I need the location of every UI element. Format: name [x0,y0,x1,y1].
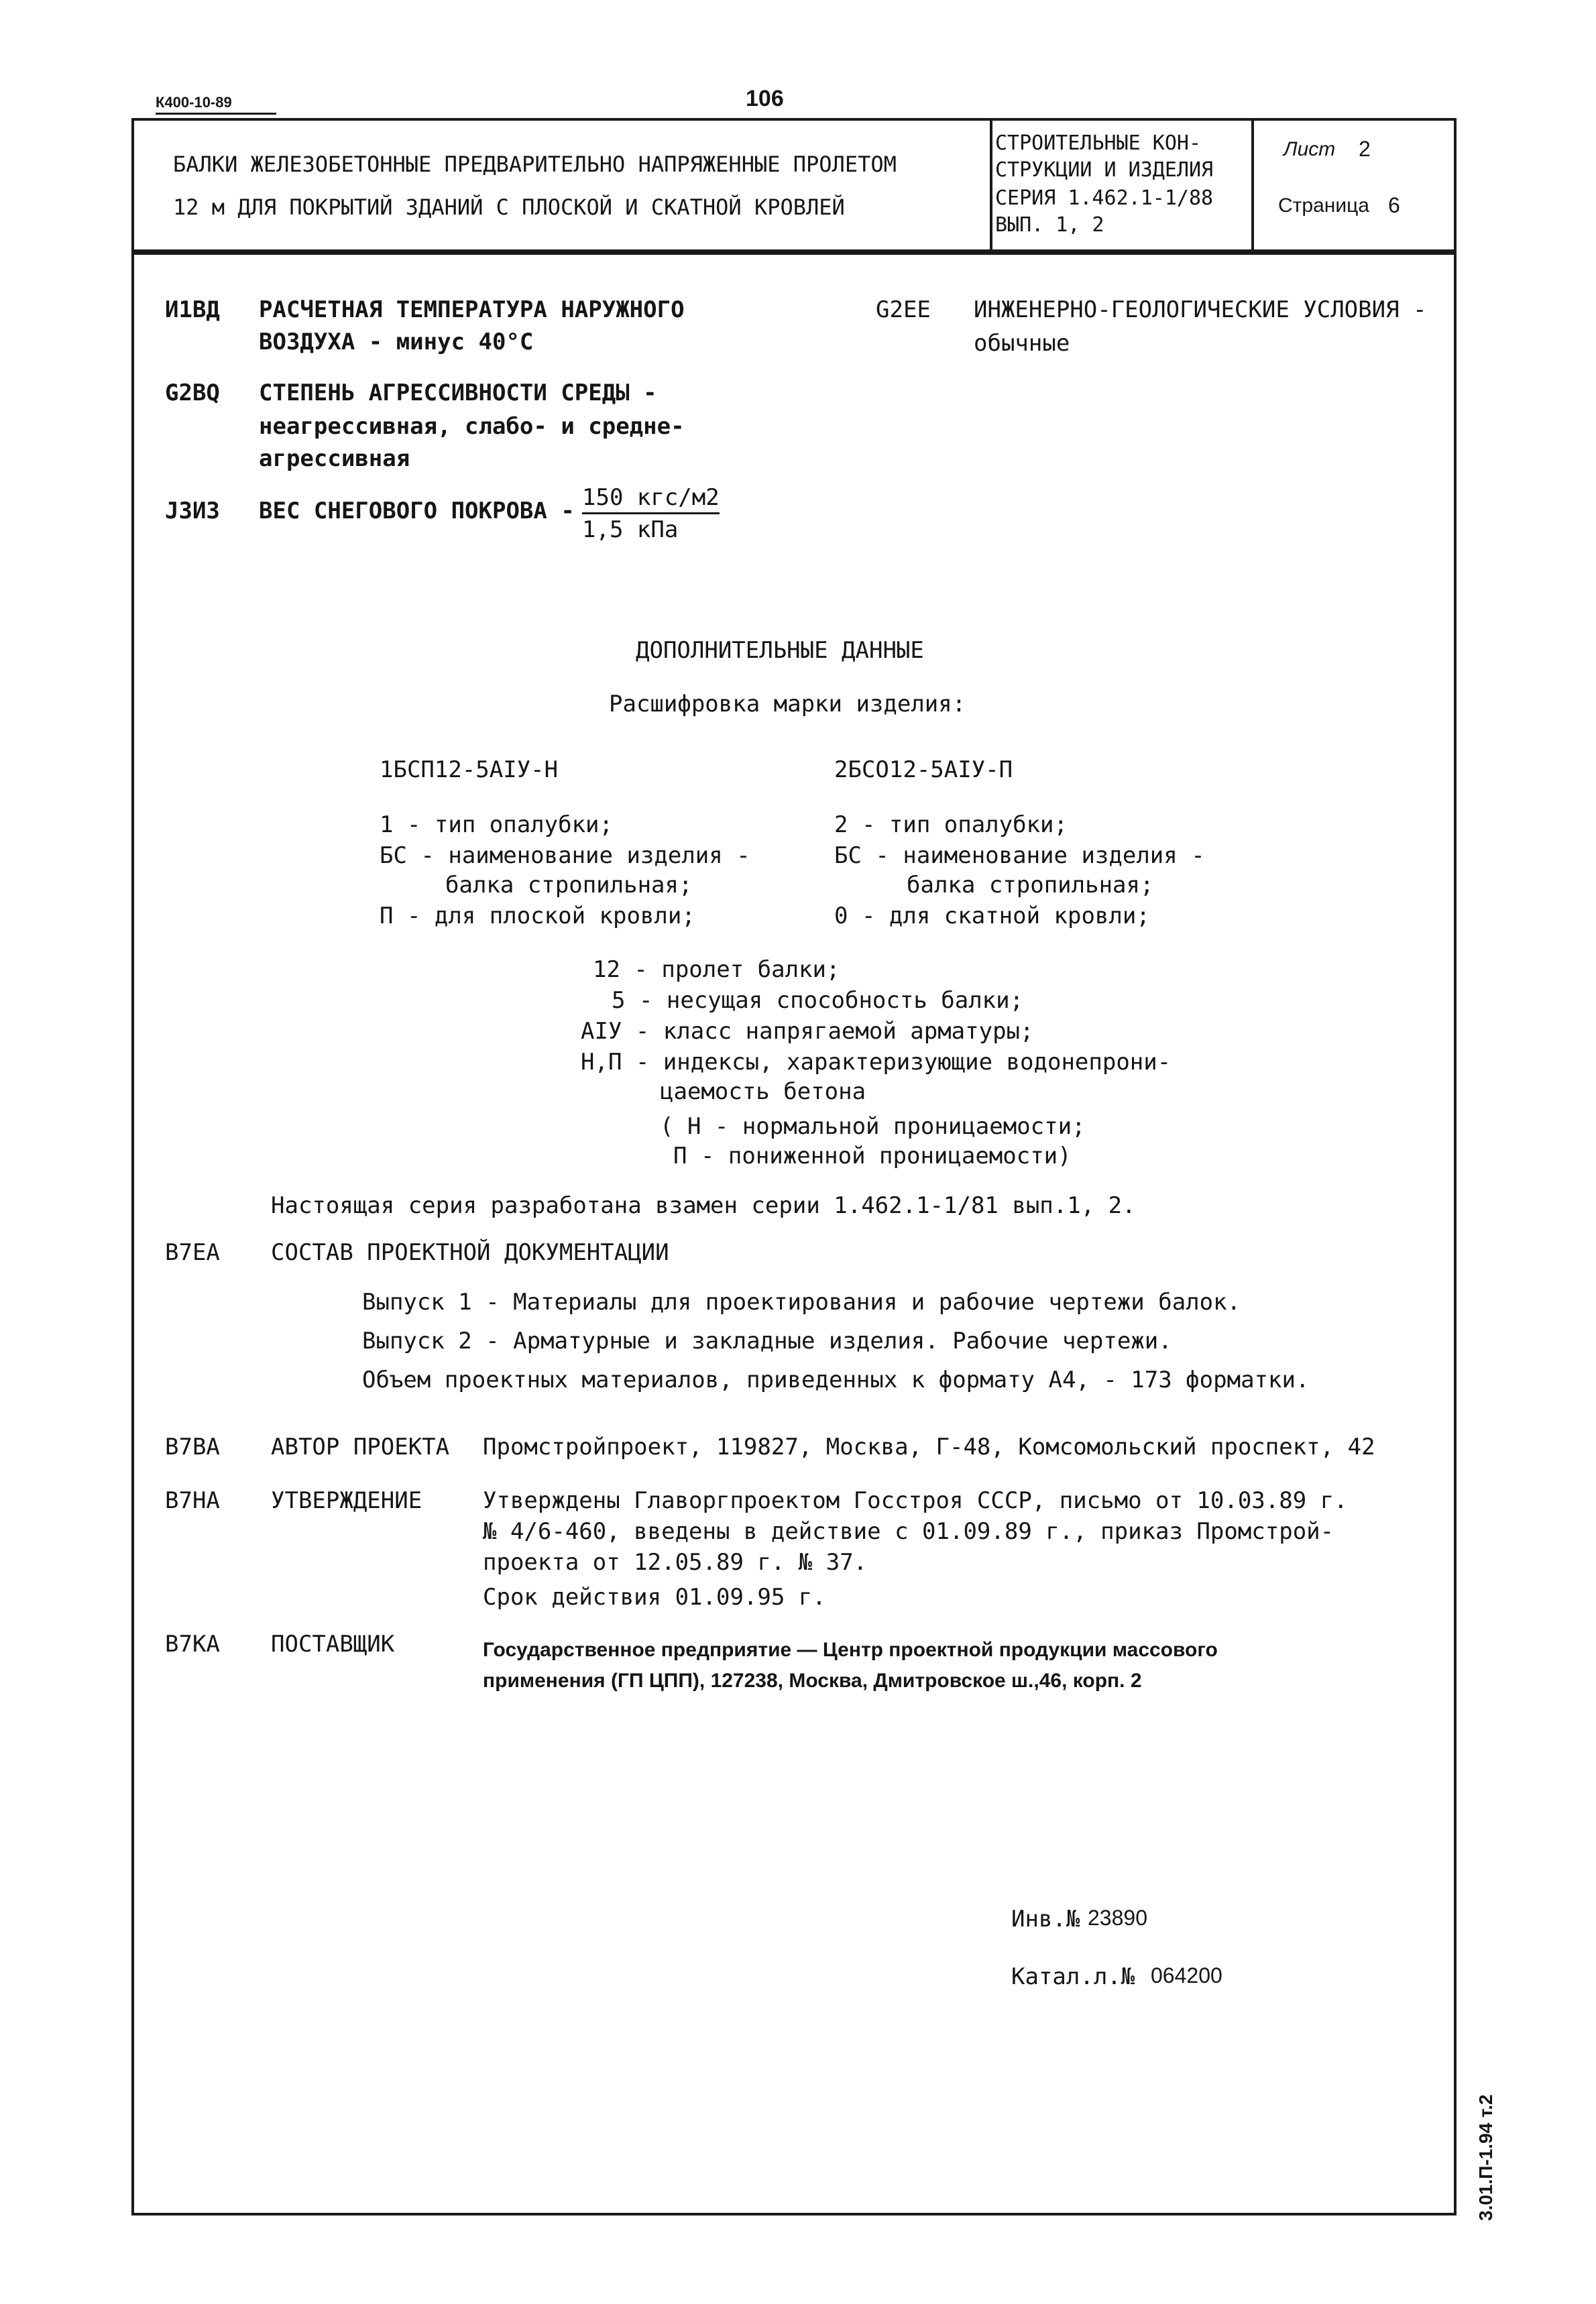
condition-aggressiveness-line2: неагрессивная, слабо- и средне- [259,413,685,440]
mark-left: 1БСП12-5АIУ-Н [380,756,559,783]
supplier-line2: применения (ГП ЦПП), 127238, Москва, Дмитровское ш.,46, корп. 2 [483,1670,1142,1692]
section-code-author: B7BA [165,1434,220,1460]
page-number: 106 [746,86,784,111]
documentation-line3: Объем проектных материалов, приведенных к формату А4, - 173 форматки. [362,1367,1310,1393]
section-code-documentation: B7EA [165,1239,220,1266]
condition-temperature-line1: РАСЧЕТНАЯ ТЕМПЕРАТУРА НАРУЖНОГО [259,296,685,323]
condition-geology-line2: обычные [974,330,1070,357]
page-right-border [1454,252,1457,2215]
section-title-documentation: СОСТАВ ПРОЕКТНОЙ ДОКУМЕНТАЦИИ [271,1239,669,1266]
mark-center-line2: 5 - несущая способность балки; [612,987,1024,1014]
mark-left-line1: 1 - тип опалубки; [380,811,613,838]
approval-line2: № 4/6-460, введены в действие с 01.09.89 г., приказ Промстрой- [483,1518,1334,1545]
page-bottom-border [131,2213,1457,2215]
header-title-line2: 12 м ДЛЯ ПОКРЫТИЙ ЗДАНИЙ С ПЛОСКОЙ И СКАТНОЙ КРОВЛЕЙ [173,194,845,220]
mark-left-line2: БС - наименование изделия - [380,842,750,869]
header-title-line1: БАЛКИ ЖЕЛЕЗОБЕТОННЫЕ ПРЕДВАРИТЕЛЬНО НАПРЯЖЕННЫЕ ПРОЛЕТОМ [173,152,897,177]
mark-right: 2БСО12-5АIУ-П [834,756,1013,783]
doc-code: К400-10-89 [156,94,232,111]
series-line3: СЕРИЯ 1.462.1-1/88 [995,186,1214,210]
mark-center-line6: ( Н - нормальной проницаемости; [660,1113,1086,1140]
condition-code-aggressiveness: G2BQ [165,380,220,406]
documentation-line2: Выпуск 2 - Арматурные и закладные изделия. Рабочие чертежи. [362,1328,1172,1355]
mark-left-line4: П - для плоской кровли; [380,903,695,929]
condition-aggressiveness-line1: СТЕПЕНЬ АГРЕССИВНОСТИ СРЕДЫ - [259,380,657,406]
condition-code-temperature: И1ВД [165,296,220,323]
mark-right-line2: БС - наименование изделия - [834,842,1205,869]
condition-temperature-line2: ВОЗДУХА - минус 40°С [259,329,534,355]
additional-subheading: Расшифровка марки изделия: [609,691,966,717]
mark-right-line1: 2 - тип опалубки; [834,811,1068,838]
side-code: 3.01.П-1.94 т.2 [1475,2094,1496,2221]
header-bottom-rule [131,252,1457,255]
condition-snow-fraction-top: 150 кгс/м2 [582,484,720,514]
page-left-border [131,252,134,2215]
inv-value: 23890 [1088,1906,1147,1930]
mark-center-line4: Н,П - индексы, характеризующие водонепрони- [581,1049,1172,1076]
header-divider-1 [990,118,992,252]
supplier-line1: Государственное предприятие — Центр проектной продукции массового [483,1639,1218,1661]
series-line2: СТРУКЦИИ И ИЗДЕЛИЯ [995,158,1214,182]
series-line4: ВЫП. 1, 2 [995,213,1104,237]
condition-code-geology: G2EE [876,296,931,323]
condition-code-snow: J3ИЗ [165,498,220,524]
header-divider-2 [1251,118,1254,252]
page-label: Страница [1278,194,1369,217]
additional-heading: ДОПОЛНИТЕЛЬНЫЕ ДАННЫЕ [636,637,924,664]
mark-right-line4: 0 - для скатной кровли; [834,903,1150,929]
approval-line3: проекта от 12.05.89 г. № 37. [483,1549,868,1576]
condition-geology-line1: ИНЖЕНЕРНО-ГЕОЛОГИЧЕСКИЕ УСЛОВИЯ - [974,296,1427,323]
inv-label: Инв.№ [1011,1906,1080,1933]
mark-center-line1: 12 - пролет балки; [593,956,840,983]
sheet-label: Лист [1284,138,1336,160]
section-title-supplier: ПОСТАВЩИК [271,1631,395,1658]
section-code-approval: B7HA [165,1487,220,1514]
author-line1: Промстройпроект, 119827, Москва, Г-48, Комсомольский проспект, 42 [483,1434,1375,1460]
catalog-label: Катал.л.№ [1011,1963,1135,1990]
section-title-approval: УТВЕРЖДЕНИЕ [271,1487,422,1514]
section-title-author: АВТОР ПРОЕКТА [271,1434,450,1460]
mark-center-line7: П - пониженной проницаемости) [673,1143,1072,1169]
documentation-line1: Выпуск 1 - Материалы для проектирования и рабочие чертежи балок. [362,1289,1241,1316]
mark-right-line3: балка стропильная; [907,872,1154,899]
replacement-note: Настоящая серия разработана взамен серии 1.462.1-1/81 вып.1, 2. [271,1192,1136,1219]
sheet-value: 2 [1359,137,1371,161]
condition-aggressiveness-line3: агрессивная [259,445,410,472]
section-code-supplier: B7KA [165,1631,220,1658]
mark-left-line3: балка стропильная; [445,872,693,899]
doc-code-underline [156,113,276,115]
mark-center-line5: цаемость бетона [660,1078,866,1105]
approval-line4: Срок действия 01.09.95 г. [483,1584,826,1611]
header-frame [131,118,1457,252]
approval-line1: Утверждены Главоргпроектом Госстроя СССР, письмо от 10.03.89 г. [483,1487,1348,1514]
mark-center-line3: АIУ - класс напрягаемой арматуры; [581,1018,1034,1045]
series-line1: СТРОИТЕЛЬНЫЕ КОН- [995,131,1202,155]
page-value: 6 [1388,193,1400,217]
condition-snow-label: ВЕС СНЕГОВОГО ПОКРОВА - [259,498,575,524]
catalog-value: 064200 [1151,1963,1222,1988]
condition-snow-fraction-bottom: 1,5 кПа [582,516,679,543]
